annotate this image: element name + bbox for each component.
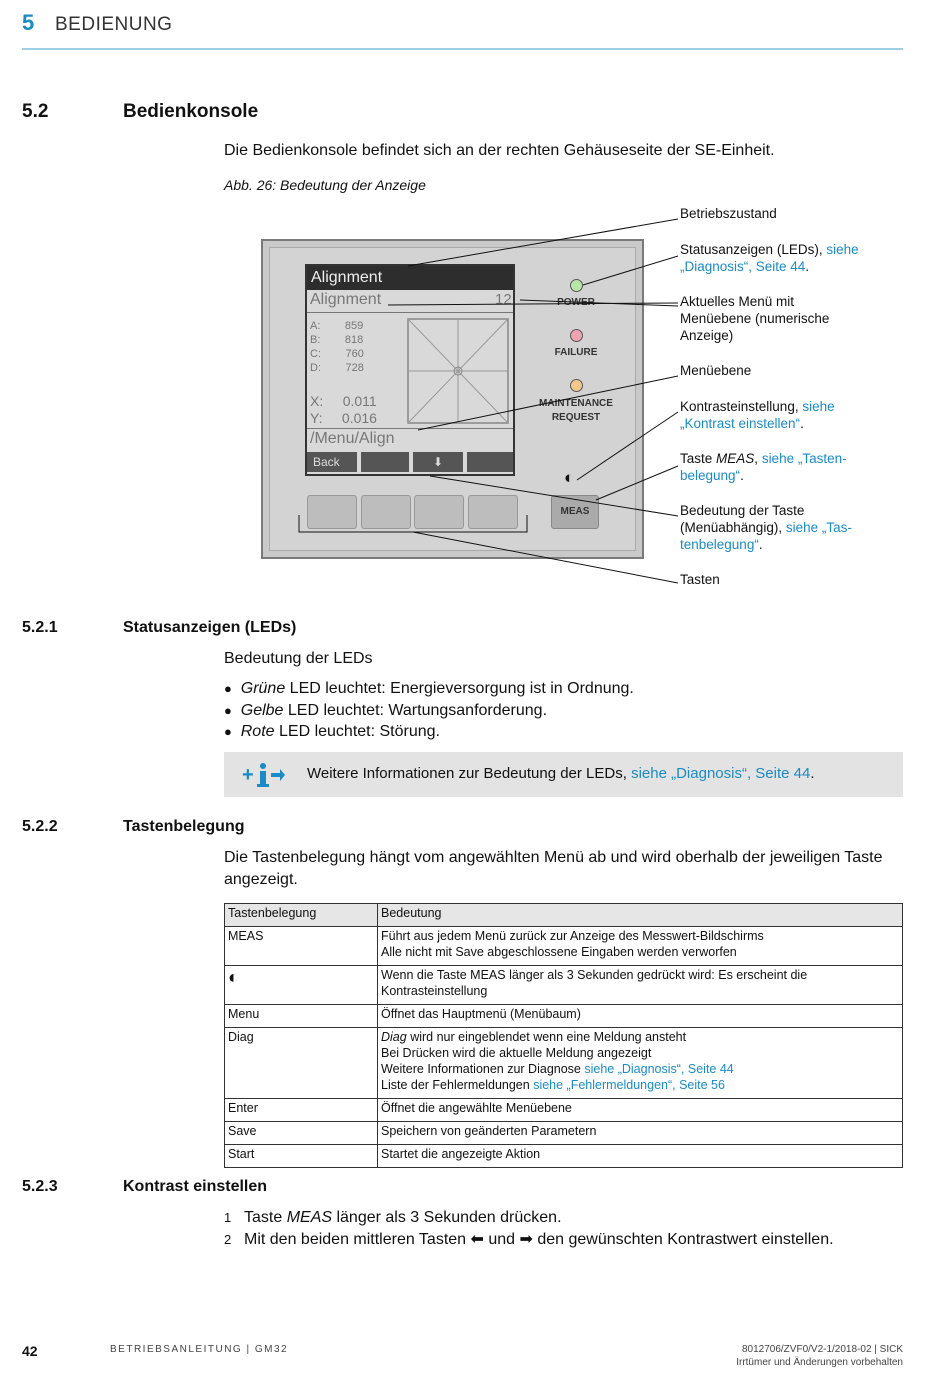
- table-header: Bedeutung: [378, 904, 903, 927]
- softkey-2[interactable]: [361, 495, 411, 529]
- lcd-row: C: 760: [310, 348, 364, 360]
- table-row: [225, 966, 903, 1005]
- table-cell: Menu: [225, 1005, 378, 1028]
- contrast-icon: ◐: [564, 468, 575, 487]
- info-icon: [242, 761, 286, 789]
- link-diagnosis[interactable]: siehe: [826, 242, 859, 257]
- table-header: Tastenbelegung: [225, 904, 378, 927]
- step-1: 1 Taste MEAS länger als 3 Sekunden drücken.: [224, 1209, 562, 1226]
- table-cell: Diag wird nur eingeblendet wenn eine Meldung ansteht Bei Drücken wird die aktuelle Meldung angezeigt Weitere Informationen zur Diagnose siehe „Diagnosis“, Seite 44 Liste der Fehlermeldungen siehe „Fehlermeldungen“, Seite 56: [378, 1028, 903, 1099]
- info-note: [224, 752, 903, 797]
- lcd-display: [305, 264, 515, 476]
- table-cell: Öffnet die angewählte Menüebene: [378, 1099, 903, 1122]
- lcd-rule-bottom: [307, 428, 513, 429]
- callout-menu-level: Menüebene: [680, 363, 752, 378]
- link-contrast-page[interactable]: „Kontrast einstellen“: [680, 416, 801, 431]
- link-diagnosis-table[interactable]: siehe „Diagnosis“, Seite 44: [584, 1062, 734, 1076]
- lcd-values: [310, 319, 364, 375]
- led-bullet-list: [224, 678, 634, 743]
- lcd-row: D: 728: [310, 362, 364, 374]
- list-item: ● Rote LED leuchtet: Störung.: [224, 723, 440, 740]
- callout-keys: Tasten: [680, 572, 720, 587]
- table-cell: Startet die angezeigte Aktion: [378, 1145, 903, 1168]
- failure-label: FAILURE: [554, 347, 598, 358]
- subsection-title-521: Statusanzeigen (LEDs): [123, 619, 297, 636]
- footer-doc-title: BETRIEBSANLEITUNG | GM32: [110, 1344, 289, 1355]
- info-note-text: Weitere Informationen zur Bedeutung der LEDs, siehe „Diagnosis“, Seite 44.: [307, 765, 815, 782]
- lcd-softkey-label-down: ⬇: [413, 452, 463, 472]
- svg-text:+: +: [242, 764, 254, 786]
- link-diagnosis-note[interactable]: siehe „Diagnosis“, Seite 44: [631, 765, 811, 782]
- lcd-title: Alignment: [307, 266, 513, 290]
- callout-operating-state: Betriebszustand: [680, 206, 777, 221]
- header-rule: [22, 48, 903, 50]
- key-assignment-para: Die Tastenbelegung hängt vom angewählten Menü ab und wird oberhalb der jeweiligen Taste angezeigt.: [224, 849, 883, 888]
- table-cell: Start: [225, 1145, 378, 1168]
- table-cell: Wenn die Taste MEAS länger als 3 Sekunden gedrückt wird: Es erscheint die Kontrasteinstellung: [378, 966, 903, 1005]
- softkey-1[interactable]: [307, 495, 357, 529]
- list-item: ● Grüne LED leuchtet: Energieversorgung ist in Ordnung.: [224, 680, 634, 697]
- callout-key-meaning: Bedeutung der Taste (Menüabhängig), siehe „Tas- tenbelegung“.: [680, 503, 852, 552]
- list-item: ● Gelbe LED leuchtet: Wartungsanforderung.: [224, 701, 548, 719]
- lcd-y: Y: 0.016: [310, 410, 377, 426]
- section-intro: Die Bedienkonsole befindet sich an der rechten Gehäuseseite der SE-Einheit.: [224, 142, 775, 159]
- subsection-title-522: Tastenbelegung: [123, 818, 245, 835]
- softkey-4[interactable]: [468, 495, 518, 529]
- link-key-assignment[interactable]: siehe „Tasten-: [761, 451, 847, 466]
- lcd-rule: [307, 312, 513, 313]
- table-row: [225, 1145, 903, 1168]
- chapter-number: 5: [22, 10, 35, 35]
- link-contrast[interactable]: siehe: [802, 399, 835, 414]
- lcd-path: /Menu/Align: [310, 430, 395, 447]
- table-row: [225, 927, 903, 966]
- meas-button[interactable]: MEAS: [551, 495, 599, 529]
- callout-status-leds: Statusanzeigen (LEDs), siehe „Diagnosis“, Seite 44.: [680, 242, 859, 274]
- softkey-3[interactable]: [414, 495, 464, 529]
- table-row: [225, 1099, 903, 1122]
- section-title: Bedienkonsole: [123, 101, 259, 122]
- footer-reference: 8012706/ZVF0/V2-1/2018-02 | SICK Irrtümer und Änderungen vorbehalten: [736, 1344, 903, 1368]
- link-key-assignment-4[interactable]: tenbelegung“: [680, 537, 759, 552]
- power-led: [570, 279, 583, 292]
- table-row: [225, 1122, 903, 1145]
- callout-current-menu: Aktuelles Menü mit Menüebene (numerische Anzeige): [680, 294, 830, 343]
- lcd-level: 12: [495, 291, 512, 308]
- table-row: [225, 1028, 903, 1099]
- link-diagnosis-page[interactable]: „Diagnosis“, Seite 44: [680, 259, 806, 274]
- lcd-row: B: 818: [310, 334, 364, 346]
- maintenance-label: MAINTENANCE REQUEST: [539, 398, 613, 423]
- subsection-number-522: 5.2.2: [22, 818, 58, 835]
- failure-led: [570, 329, 583, 342]
- contrast-key-icon: ◐: [225, 966, 378, 1005]
- lcd-softkey-label-2: [361, 452, 409, 472]
- callout-meas-key: Taste MEAS, siehe „Tasten- belegung“.: [680, 451, 847, 483]
- led-lead: Bedeutung der LEDs: [224, 650, 373, 667]
- link-key-assignment-3[interactable]: siehe „Tas-: [785, 520, 852, 535]
- figure-caption: Abb. 26: Bedeutung der Anzeige: [224, 177, 426, 193]
- link-key-assignment-2[interactable]: belegung“: [680, 468, 741, 483]
- lcd-row: A: 859: [310, 320, 364, 332]
- step-2: 2 Mit den beiden mittleren Tasten ⬅ und ➡ den gewünschten Kontrastwert einstellen.: [224, 1231, 834, 1248]
- link-error-messages[interactable]: siehe „Fehlermeldungen“, Seite 56: [533, 1078, 725, 1092]
- table-cell: Enter: [225, 1099, 378, 1122]
- callout-contrast: Kontrasteinstellung, siehe „Kontrast einstellen“.: [680, 399, 835, 431]
- power-label: POWER: [557, 297, 595, 308]
- table-cell: Speichern von geänderten Parametern: [378, 1122, 903, 1145]
- lcd-xy: [310, 393, 377, 427]
- page-number: 42: [22, 1343, 38, 1359]
- subsection-number-523: 5.2.3: [22, 1178, 58, 1195]
- table-row: [225, 1005, 903, 1028]
- alignment-crosshair-graphic: [407, 318, 511, 426]
- table-cell: Save: [225, 1122, 378, 1145]
- table-header-row: [225, 904, 903, 927]
- table-cell: Diag: [225, 1028, 378, 1099]
- chapter-title: BEDIENUNG: [55, 14, 173, 35]
- table-cell: Führt aus jedem Menü zurück zur Anzeige des Messwert-Bildschirms Alle nicht mit Save abgeschlossene Eingaben werden verworfen: [378, 927, 903, 966]
- arrow-left-icon: ⬅: [470, 1231, 484, 1248]
- lcd-menu: Alignment: [310, 291, 382, 308]
- lcd-x: X: 0.011: [310, 393, 377, 409]
- section-number: 5.2: [22, 101, 49, 122]
- subsection-number-521: 5.2.1: [22, 619, 58, 636]
- lcd-softkey-label-4: [467, 452, 513, 472]
- key-assignment-table: [224, 903, 903, 1168]
- table-cell: MEAS: [225, 927, 378, 966]
- arrow-right-icon: ➡: [519, 1231, 533, 1248]
- subsection-title-523: Kontrast einstellen: [123, 1178, 268, 1195]
- lcd-softkey-label-back: Back: [307, 452, 357, 472]
- table-cell: Öffnet das Hauptmenü (Menübaum): [378, 1005, 903, 1028]
- maintenance-led: [570, 379, 583, 392]
